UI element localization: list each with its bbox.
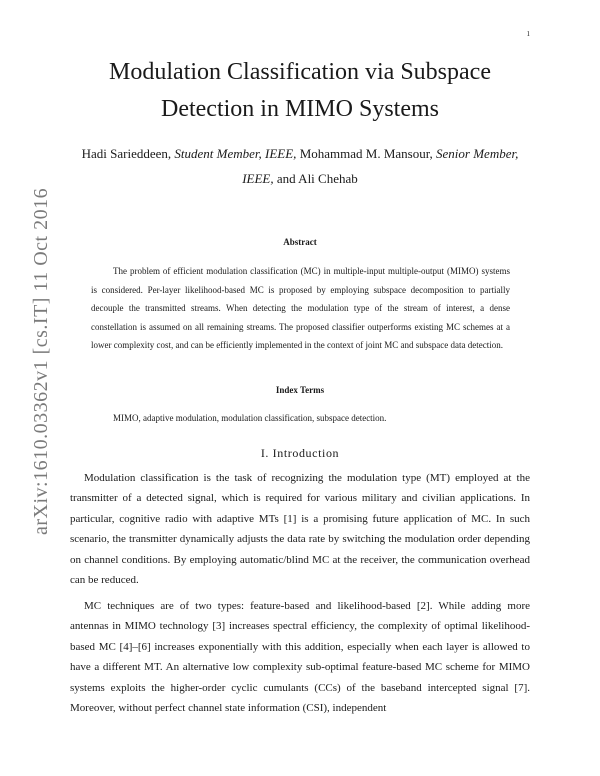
index-terms-text: MIMO, adaptive modulation, modulation classification, subspace detection.	[113, 413, 387, 423]
section-heading-introduction: I. Introduction	[260, 446, 340, 460]
arxiv-identifier: arXiv:1610.03362v1 [cs.IT] 11 Oct 2016	[30, 187, 52, 535]
paper-title: Modulation Classification via Subspace Detection in MIMO Systems	[109, 59, 491, 122]
abstract-heading: Abstract	[283, 237, 317, 247]
author-list	[70, 141, 530, 191]
author-name: Hadi Sarieddeen,	[81, 146, 172, 161]
index-terms-heading: Index Terms	[275, 385, 325, 395]
body-paragraph: MC techniques are of two types: feature-based and likelihood-based [2]. While adding more antennas in MIMO technology [3] increases spectral efficiency, the complexity of optimal likelihood-based MC [4]–[6] increases exponentially with this addition, especially when each layer is allowed to have a different MT. An alternative low complexity sub-optimal feature-based MC scheme for MIMO systems exploits the higher-order cyclic cumulants (CCs) of the baseband intercepted signal [7]. Moreover, without perfect channel state information (CSI), independent	[70, 600, 530, 715]
body-paragraph: Modulation classification is the task of recognizing the modulation type (MT) employed at the transmitter of a detected signal, which is required for various military and civilian applications. In particular, cognitive radio with adaptive MTs [1] is a promising future application of MC. In such scenario, the transmitter dynamically adjusts the data rate by switching the modulation order depending on channel conditions. By employing automatic/blind MC at the receiver, the communication overhead can be reduced.	[70, 472, 530, 587]
author-name: Mohammad M. Mansour,	[299, 146, 433, 161]
page-number: 1	[526, 30, 530, 38]
author-affiliation: Student Member, IEEE,	[174, 146, 297, 161]
abstract-text: The problem of efficient modulation classification (MC) in multiple-input multiple-output (MIMO) systems is considered. Per-layer likelihood-based MC is proposed by employing subspace decomposition to partially decouple the transmitted streams. When detecting the modulation type of the stream of interest, a dense constellation is assumed on all remaining streams. The proposed classifier outperforms existing MC schemes at a lower complexity cost, and can be efficiently implemented in the context of joint MC and subspace data detection.	[91, 266, 510, 350]
author-affiliation: Senior Member, IEEE,	[242, 146, 519, 186]
author-name: and Ali Chehab	[276, 171, 358, 186]
